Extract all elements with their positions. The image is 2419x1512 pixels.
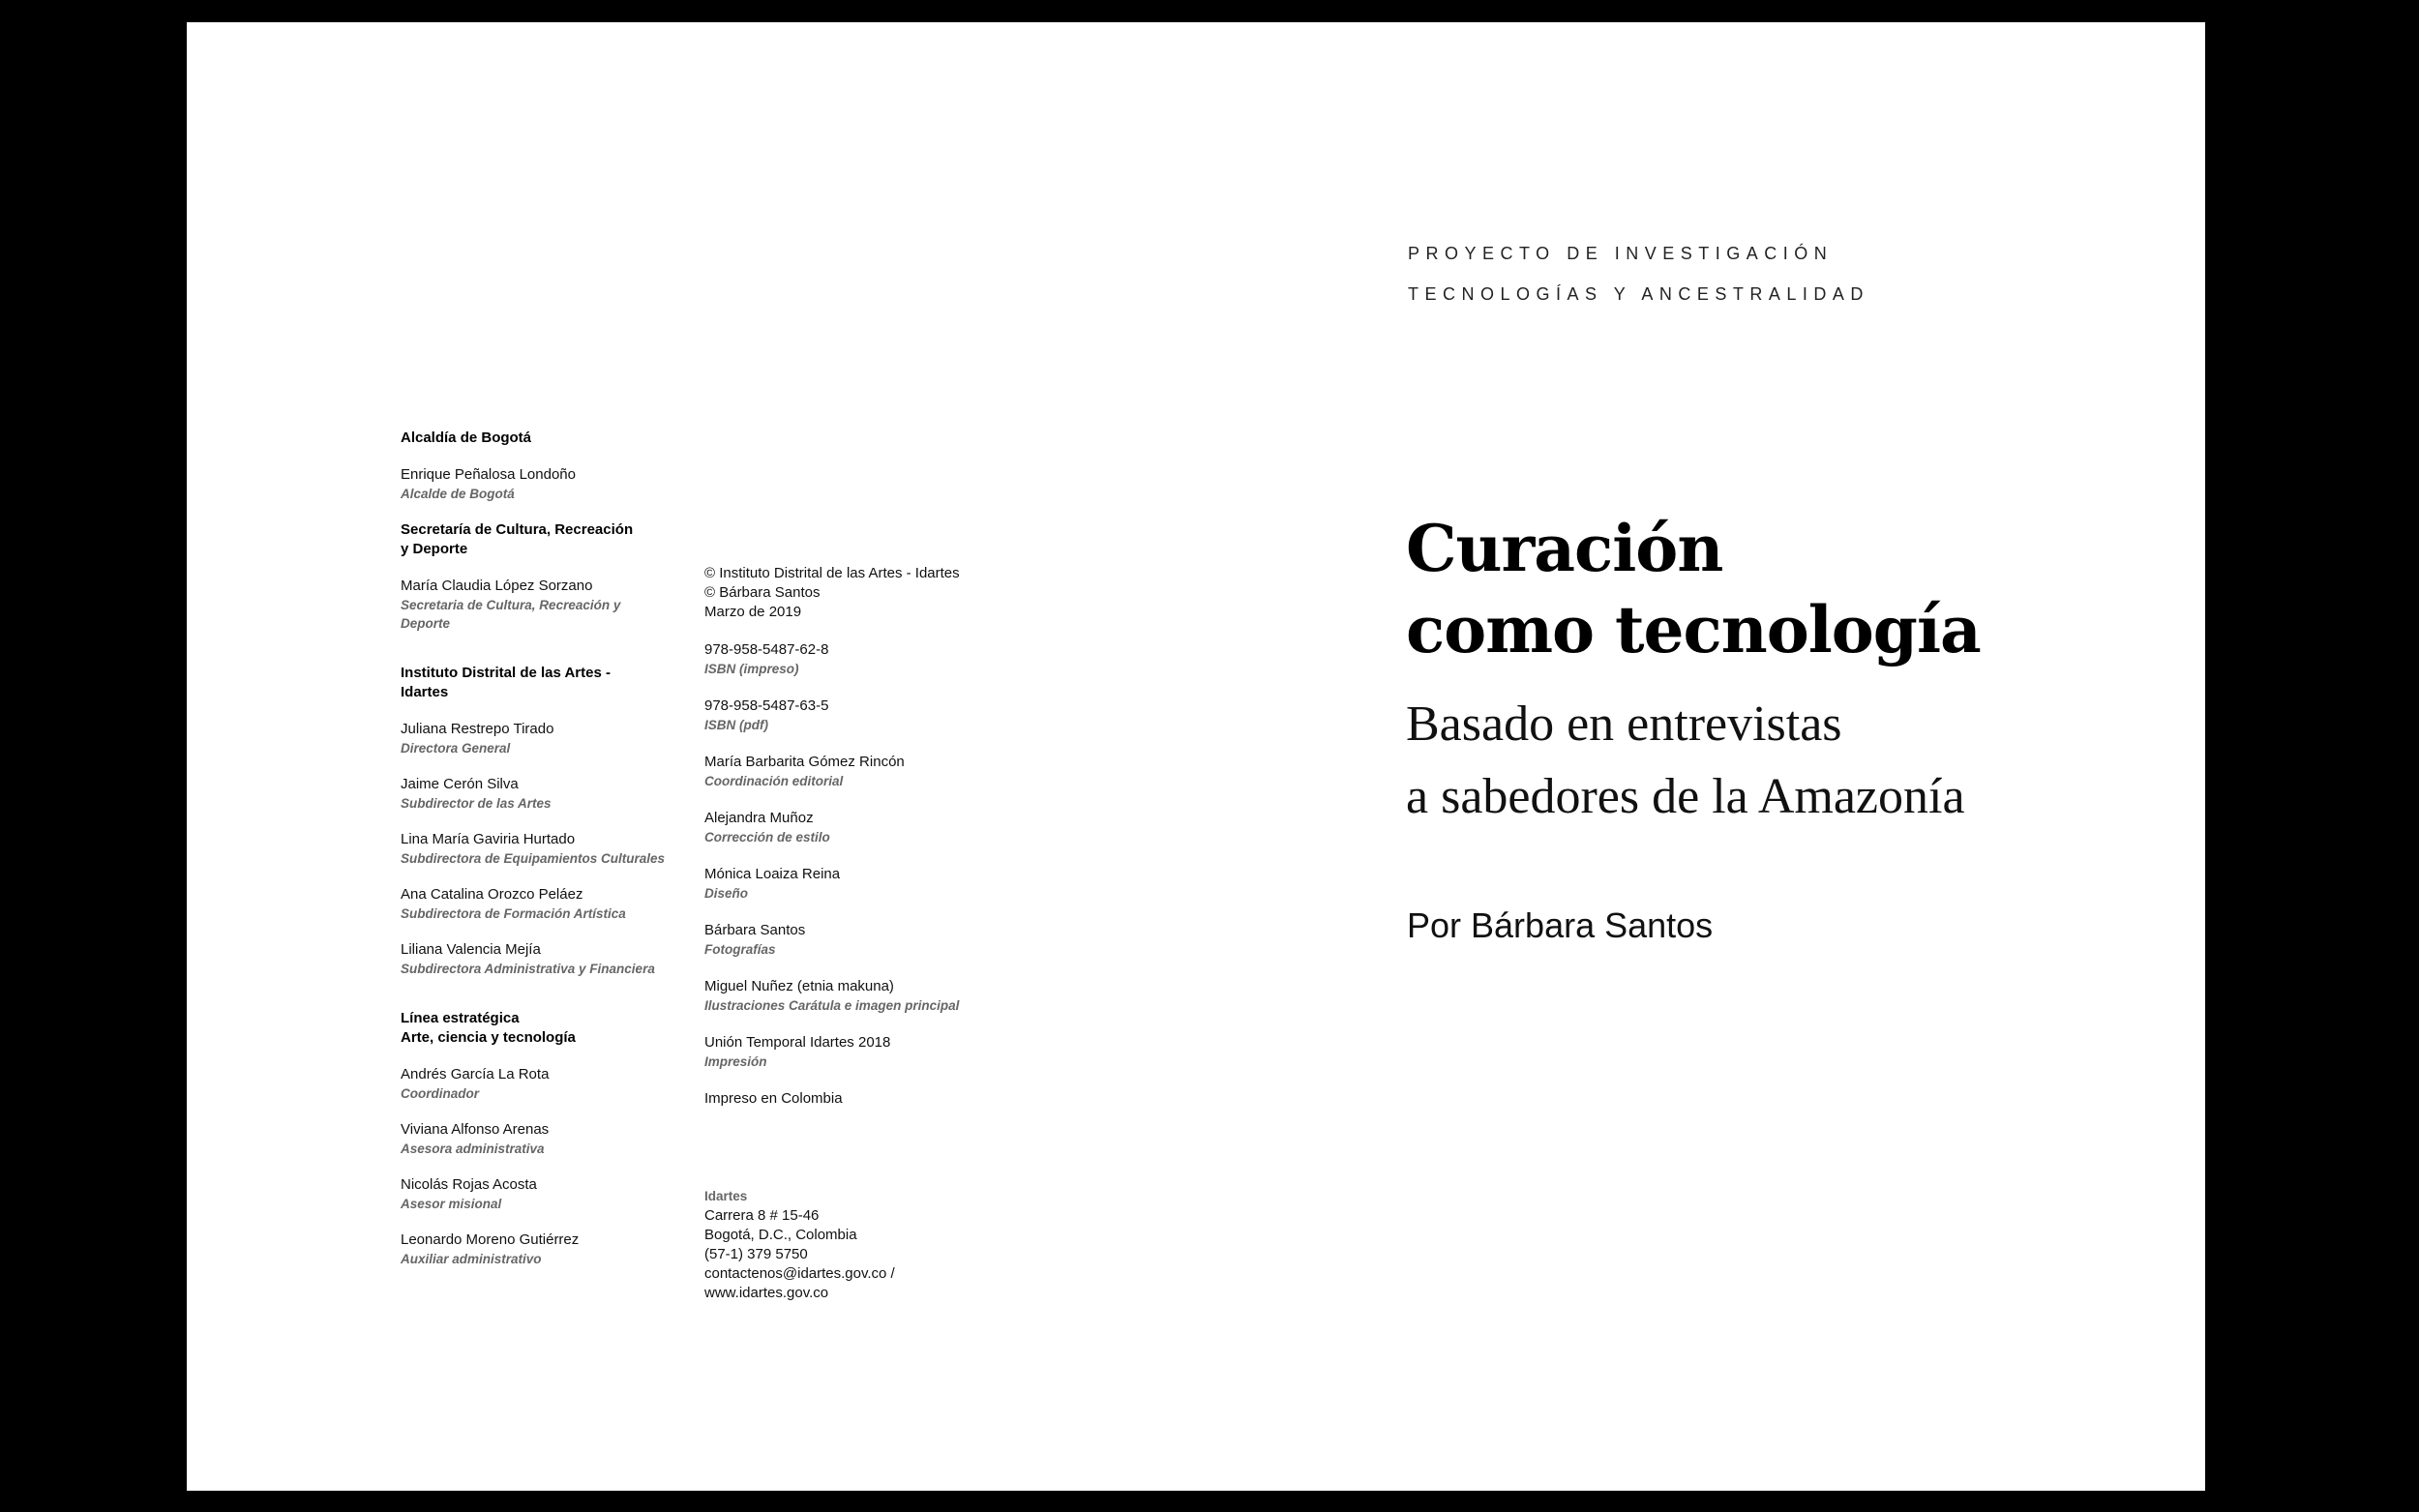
credit-name: Miguel Nuñez (etnia makuna) xyxy=(704,978,894,994)
credit-role: Auxiliar administrativo xyxy=(401,1252,542,1266)
credit-role: Corrección de estilo xyxy=(704,830,830,845)
isbn-pdf xyxy=(704,697,1014,734)
credit-name: Juliana Restrepo Tirado xyxy=(401,721,554,737)
credit-role: Subdirectora Administrativa y Financiera xyxy=(401,962,655,976)
heading-line: y Deporte xyxy=(401,541,468,557)
printed-line: Impreso en Colombia xyxy=(704,1090,843,1107)
isbn-label: ISBN (impreso) xyxy=(704,662,799,676)
credit-name: Viviana Alfonso Arenas xyxy=(401,1121,550,1138)
credits-middle-column xyxy=(704,564,1014,1303)
credit-role: Deporte xyxy=(401,616,451,631)
alcaldia-heading: Alcaldía de Bogotá xyxy=(401,430,532,446)
credit-role: Ilustraciones Carátula e imagen principal xyxy=(704,998,960,1013)
credit-entry xyxy=(401,940,691,978)
credit-entry xyxy=(401,830,691,868)
book-spread xyxy=(187,22,2205,1491)
isbn-print xyxy=(704,640,1014,678)
contact-city: Bogotá, D.C., Colombia xyxy=(704,1227,857,1243)
heading-line: Idartes xyxy=(401,684,449,700)
isbn-label: ISBN (pdf) xyxy=(704,718,768,732)
credit-name: Alejandra Muñoz xyxy=(704,810,814,826)
credit-name: Enrique Peñalosa Londoño xyxy=(401,466,576,483)
subtitle-line: a sabedores de la Amazonía xyxy=(1406,769,1965,824)
credit-entry xyxy=(704,1033,1014,1071)
book-subtitle xyxy=(1406,688,1965,833)
project-kicker xyxy=(1408,233,1869,314)
book-author: Por Bárbara Santos xyxy=(1407,905,1714,945)
credit-role: Secretaria de Cultura, Recreación y xyxy=(401,598,621,612)
credit-entry xyxy=(401,1120,691,1158)
linea-heading xyxy=(401,1009,691,1048)
kicker-line: PROYECTO DE INVESTIGACIÓN xyxy=(1408,244,1834,263)
credit-role: Coordinador xyxy=(401,1086,479,1101)
credit-name: Ana Catalina Orozco Peláez xyxy=(401,886,583,903)
credit-name: Unión Temporal Idartes 2018 xyxy=(704,1034,891,1051)
contact-email: contactenos@idartes.gov.co / xyxy=(704,1265,895,1282)
credit-name: Bárbara Santos xyxy=(704,922,806,938)
credit-name: Andrés García La Rota xyxy=(401,1066,550,1082)
date-line: Marzo de 2019 xyxy=(704,604,802,620)
title-line: Curación xyxy=(1406,511,1723,586)
contact-label: Idartes xyxy=(704,1189,748,1203)
isbn-value: 978-958-5487-62-8 xyxy=(704,641,829,658)
credit-entry xyxy=(704,865,1014,903)
credit-entry xyxy=(401,1230,691,1268)
heading-line: Arte, ciencia y tecnología xyxy=(401,1029,576,1046)
credit-entry xyxy=(401,885,691,923)
credit-entry xyxy=(401,577,691,633)
credit-role: Asesora administrativa xyxy=(401,1141,545,1156)
heading-line: Secretaría de Cultura, Recreación xyxy=(401,521,634,538)
contact-block xyxy=(704,1187,1014,1303)
credit-role: Directora General xyxy=(401,741,511,756)
secretaria-heading xyxy=(401,520,691,559)
credit-entry xyxy=(401,465,691,503)
subtitle-line: Basado en entrevistas xyxy=(1406,697,1842,752)
credit-entry xyxy=(704,753,1014,790)
credit-name: Mónica Loaiza Reina xyxy=(704,866,841,882)
credit-role: Diseño xyxy=(704,886,749,901)
contact-phone: (57-1) 379 5750 xyxy=(704,1246,808,1262)
instituto-heading xyxy=(401,664,691,702)
credit-role: Subdirectora de Formación Artística xyxy=(401,906,626,921)
credit-role: Impresión xyxy=(704,1054,767,1069)
heading-line: Línea estratégica xyxy=(401,1010,520,1026)
viewer-scrollbar[interactable] xyxy=(2397,0,2419,1512)
credit-role: Alcalde de Bogotá xyxy=(401,487,515,501)
credit-entry xyxy=(704,809,1014,846)
credit-name: Liliana Valencia Mejía xyxy=(401,941,541,958)
credit-name: Leonardo Moreno Gutiérrez xyxy=(401,1231,580,1248)
credit-name: Nicolás Rojas Acosta xyxy=(401,1176,537,1193)
credit-role: Coordinación editorial xyxy=(704,774,844,788)
copyright-line: © Bárbara Santos xyxy=(704,584,821,601)
contact-address: Carrera 8 # 15-46 xyxy=(704,1207,820,1224)
credit-name: Jaime Cerón Silva xyxy=(401,776,519,792)
printed-in xyxy=(704,1089,1014,1109)
credit-name: Lina María Gaviria Hurtado xyxy=(401,831,576,847)
book-title xyxy=(1406,508,1981,670)
copyright-line: © Instituto Distrital de las Artes - Idartes xyxy=(704,565,960,581)
credit-role: Subdirectora de Equipamientos Culturales xyxy=(401,851,666,866)
credit-name: María Claudia López Sorzano xyxy=(401,578,593,594)
isbn-value: 978-958-5487-63-5 xyxy=(704,697,829,714)
copyright-block xyxy=(704,564,1014,622)
credit-role: Subdirector de las Artes xyxy=(401,796,552,811)
credit-entry xyxy=(401,1175,691,1213)
credit-entry xyxy=(704,921,1014,959)
credit-role: Asesor misional xyxy=(401,1197,502,1211)
contact-web: www.idartes.gov.co xyxy=(704,1285,829,1301)
credit-role: Fotografías xyxy=(704,942,776,957)
credit-entry xyxy=(704,977,1014,1015)
title-line: como tecnología xyxy=(1406,592,1981,667)
credit-name: María Barbarita Gómez Rincón xyxy=(704,754,905,770)
credits-left-column xyxy=(401,429,691,1286)
credit-entry xyxy=(401,720,691,757)
kicker-line: TECNOLOGÍAS Y ANCESTRALIDAD xyxy=(1408,284,1869,304)
credit-entry xyxy=(401,775,691,813)
credit-entry xyxy=(401,1065,691,1103)
heading-line: Instituto Distrital de las Artes - xyxy=(401,665,611,681)
